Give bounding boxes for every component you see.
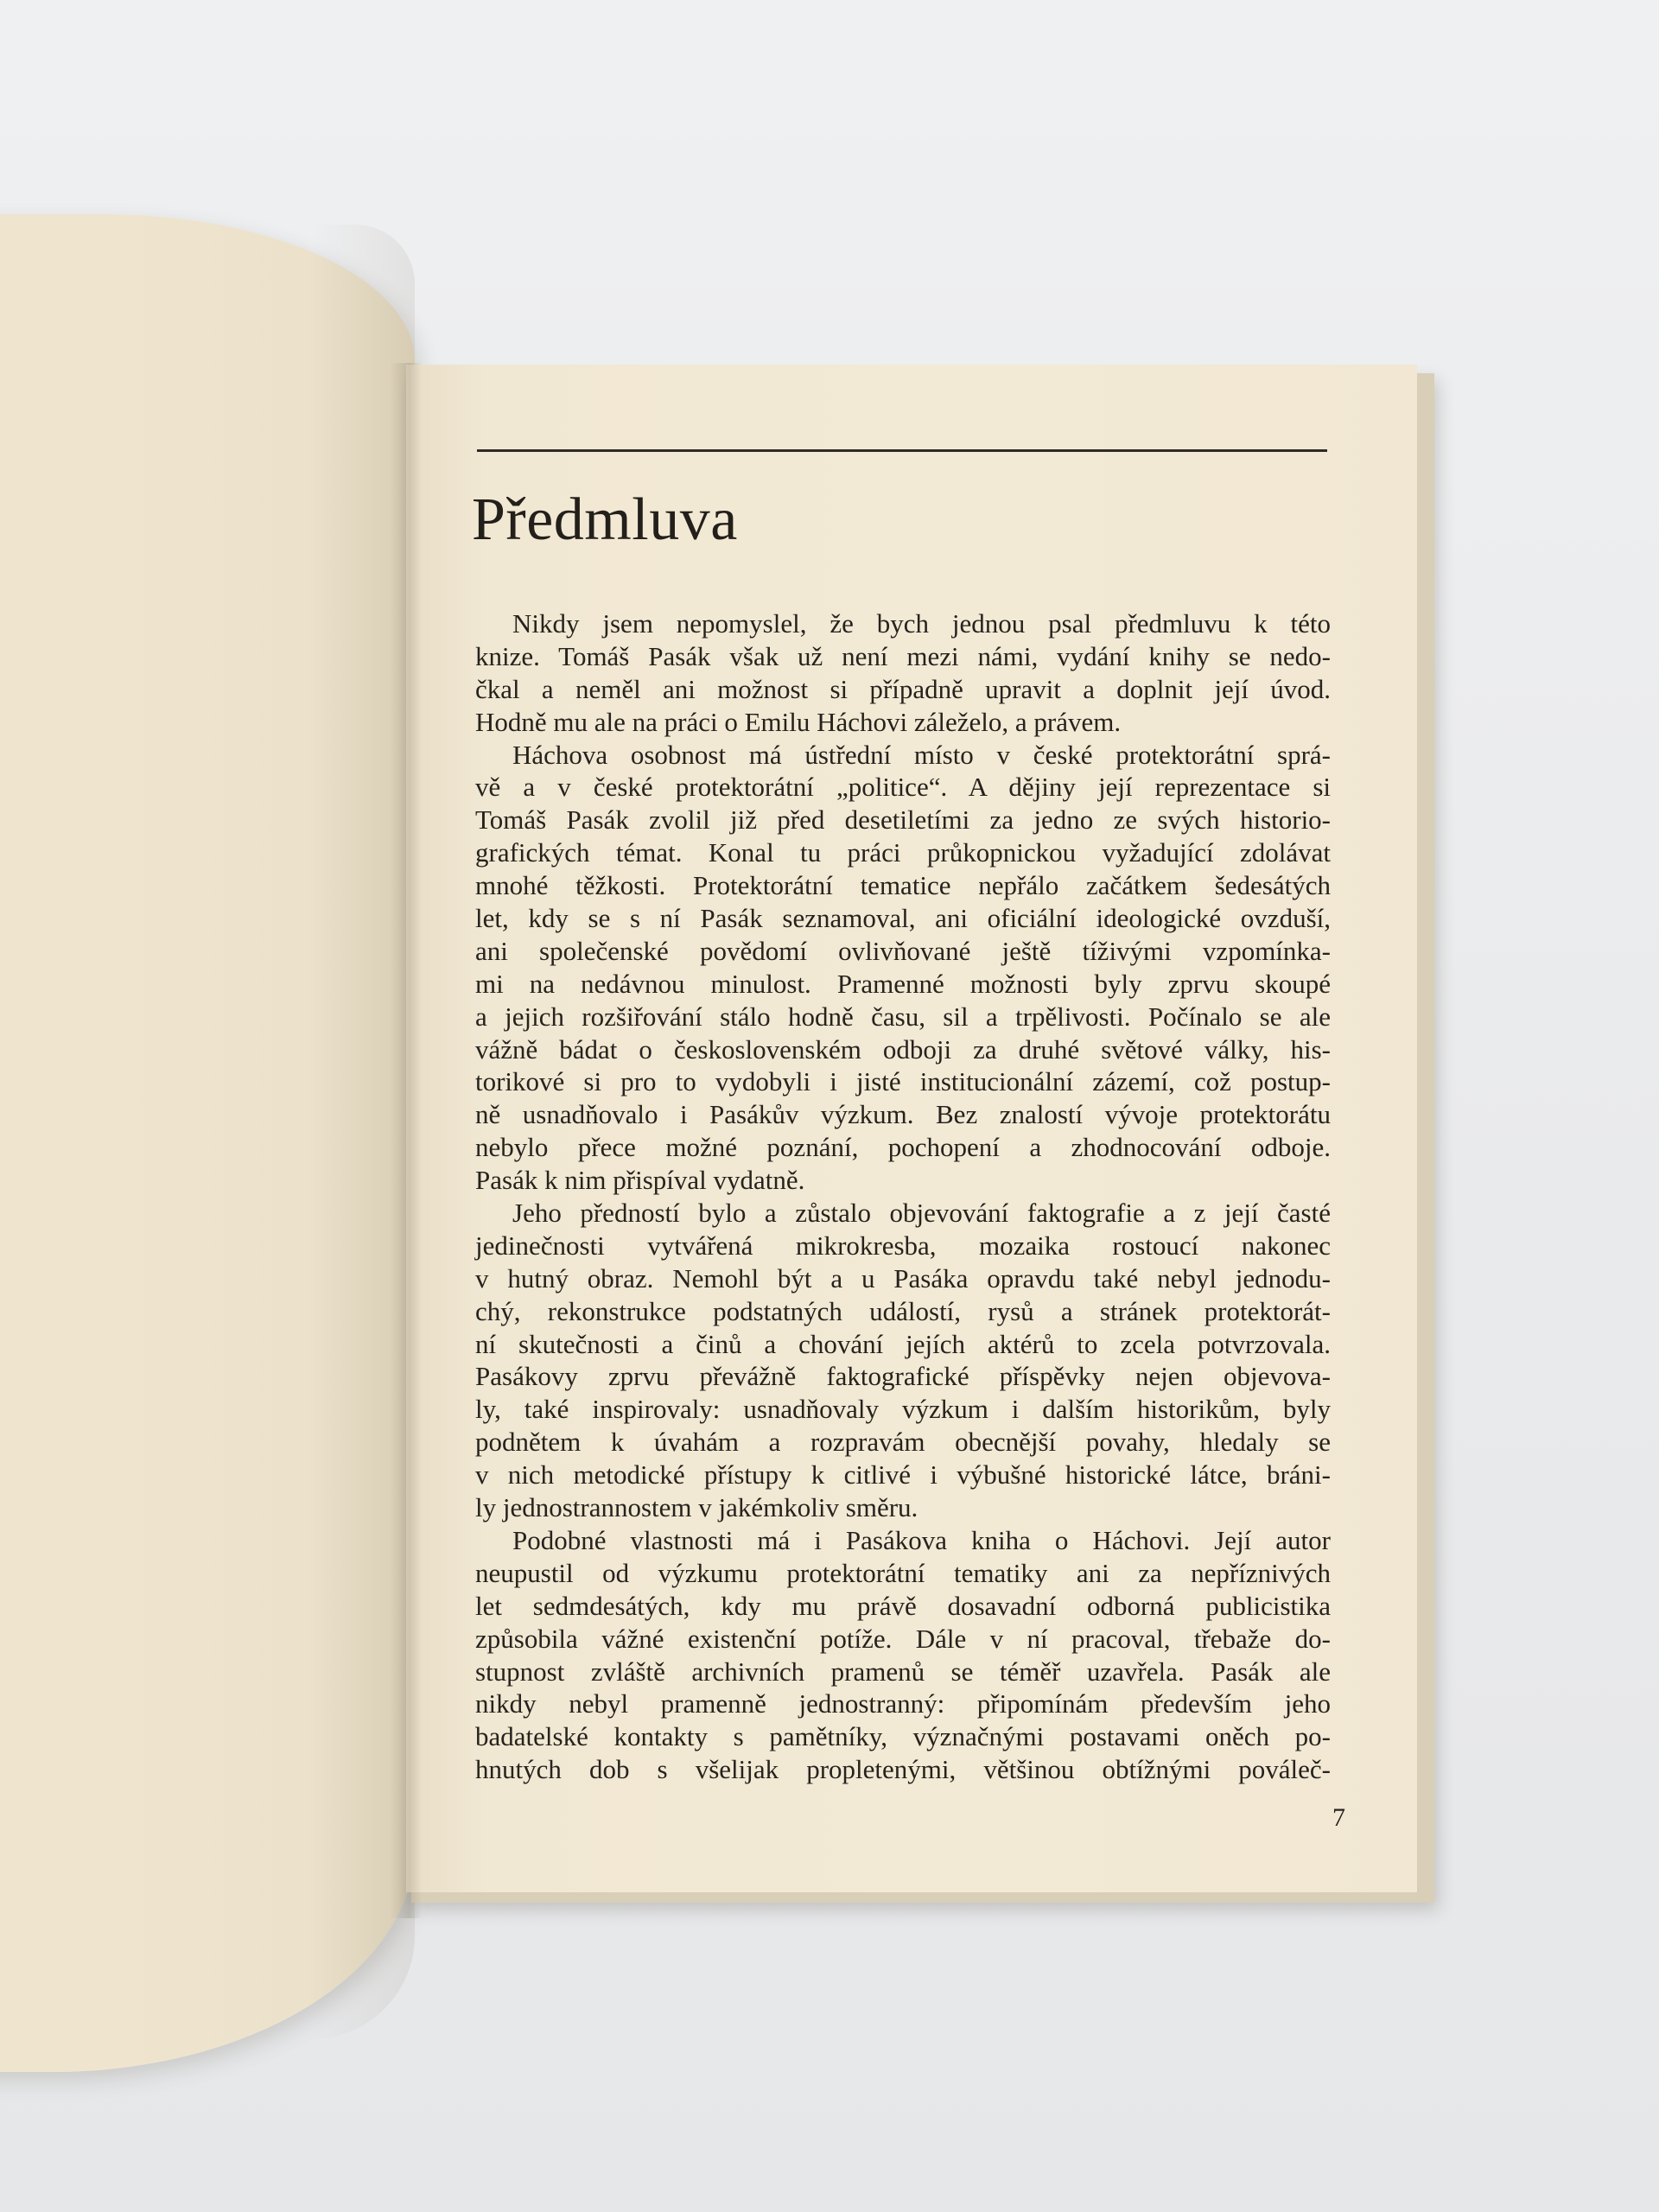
text-line: v nich metodické přístupy k citlivé i výbušné historické látce, bráni- [475, 1459, 1331, 1491]
text-line: a jejich rozšiřování stálo hodně času, sil a trpělivosti. Počínalo se ale [475, 1001, 1331, 1032]
text-line: Tomáš Pasák zvolil již před desetiletími za jedno ze svých historio- [475, 804, 1331, 836]
text-line: jedinečnosti vytvářená mikrokresba, mozaika rostoucí nakonec [475, 1230, 1331, 1261]
text-line: chý, rekonstrukce podstatných událostí, rysů a stránek protektorát- [475, 1295, 1331, 1326]
text-line: Háchova osobnost má ústřední místo v české protektorátní sprá- [512, 739, 1331, 770]
text-line: knize. Tomáš Pasák však už není mezi námi, vydání knihy se nedo- [475, 640, 1331, 671]
text-line: ani společenské povědomí ovlivňované ještě tíživými vzpomínka- [475, 935, 1331, 966]
text-line: ly, také inspirovaly: usnadňovaly výzkum i dalším historikům, byly [475, 1394, 1331, 1425]
text-line: mnohé těžkosti. Protektorátní tematice nepřálo začátkem šedesátých [475, 870, 1331, 901]
text-line: čkal a neměl ani možnost si případně upravit a doplnit její úvod. [475, 673, 1331, 704]
text-line: Pasákovy zprvu převážně faktografické příspěvky nejen objevova- [475, 1361, 1331, 1392]
body-text [475, 607, 1331, 1786]
text-line: hnutých dob s všelijak propletenými, většinou obtížnými pováleč- [475, 1754, 1331, 1785]
text-line: torikové si pro to vydobyli i jisté institucionální zázemí, což postup- [475, 1066, 1331, 1097]
text-line: vážně bádat o československém odboji za druhé světové války, his- [475, 1033, 1331, 1065]
text-line: ní skutečnosti a činů a chování jejích aktérů to zcela potvrzovala. [475, 1328, 1331, 1359]
chapter-rule [477, 449, 1327, 452]
text-line: let sedmdesátých, kdy mu právě dosavadní odborná publicistika [475, 1590, 1331, 1621]
text-line: nebylo přece možné poznání, pochopení a zhodnocování odboje. [475, 1132, 1331, 1163]
text-line: v hutný obraz. Nemohl být a u Pasáka opravdu také nebyl jednodu- [475, 1262, 1331, 1294]
text-line: podnětem k úvahám a rozpravám obecnější povahy, hledaly se [475, 1427, 1331, 1458]
text-line: grafických témat. Konal tu práci průkopnickou vyžadující zdolávat [475, 837, 1331, 868]
text-line: stupnost zvláště archivních pramenů se téměř uzavřela. Pasák ale [475, 1656, 1331, 1687]
text-line: let, kdy se s ní Pasák seznamoval, ani oficiální ideologické ovzduší, [475, 903, 1331, 934]
page-number: 7 [1332, 1803, 1345, 1832]
chapter-title: Předmluva [472, 486, 738, 553]
text-line: badatelské kontakty s pamětníky, význačnými postavami oněch po- [475, 1721, 1331, 1752]
book-gutter-shadow [391, 363, 422, 1918]
text-line: Pasák k nim přispíval vydatně. [475, 1165, 805, 1196]
text-line: Jeho předností bylo a zůstalo objevování faktografie a z její časté [512, 1198, 1331, 1229]
text-line: Podobné vlastnosti má i Pasákova kniha o Háchovi. Její autor [512, 1524, 1331, 1555]
text-line: nikdy nebyl pramenně jednostranný: připomínám především jeho [475, 1688, 1331, 1719]
text-line: neupustil od výzkumu protektorátní tematiky ani za nepříznivých [475, 1557, 1331, 1588]
text-line: Nikdy jsem nepomyslel, že bych jednou psal předmluvu k této [512, 608, 1331, 639]
text-line: způsobila vážné existenční potíže. Dále v ní pracoval, třebaže do- [475, 1623, 1331, 1654]
text-line: ly jednostrannostem v jakémkoliv směru. [475, 1492, 918, 1523]
text-line: ně usnadňovalo i Pasákův výzkum. Bez znalostí vývoje protektorátu [475, 1099, 1331, 1130]
text-line: Hodně mu ale na práci o Emilu Háchovi záleželo, a právem. [475, 706, 1122, 737]
text-line: mi na nedávnou minulost. Pramenné možnosti byly zprvu skoupé [475, 968, 1331, 999]
text-line: vě a v české protektorátní „politice“. A dějiny její reprezentace si [475, 772, 1331, 803]
